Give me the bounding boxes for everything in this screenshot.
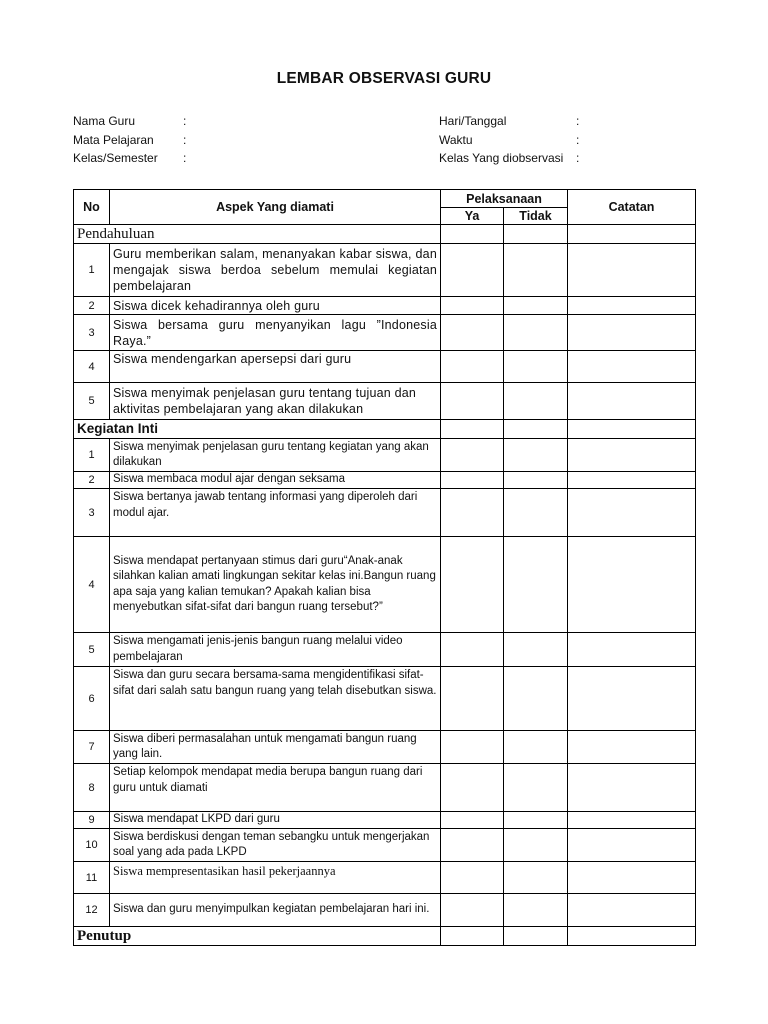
cell-ya [441,812,504,829]
cell-ya [441,297,504,315]
cell-ya [441,315,504,351]
info-label: Mata Pelajaran [73,132,154,147]
cell-tidak [504,812,568,829]
section-label-pendahuluan: Pendahuluan [74,225,441,244]
cell-catatan [568,315,696,351]
cell-catatan [568,383,696,420]
cell-ya [441,829,504,862]
cell-catatan [568,297,696,315]
cell-ya [441,667,504,731]
cell-catatan [568,894,696,927]
header-pelaksanaan: Pelaksanaan [441,190,568,208]
cell-tidak [504,633,568,667]
row-number: 11 [74,862,110,894]
info-colon: : [183,114,187,128]
table-row [74,764,696,812]
row-aspek: Siswa mempresentasikan hasil pekerjaannya [110,862,441,894]
row-number: 5 [74,633,110,667]
info-row-hari-tanggal [439,112,586,131]
cell-tidak [504,297,568,315]
table-row [74,812,696,829]
info-label: Nama Guru [73,114,136,128]
row-number: 2 [74,297,110,315]
row-aspek: Siswa menyimak penjelasan guru tentang tujuan dan aktivitas pembelajaran yang akan dilakukan [110,383,441,420]
cell-ya [441,731,504,764]
row-number: 1 [74,439,110,472]
header-tidak: Tidak [504,208,568,225]
row-number: 5 [74,383,110,420]
row-number: 9 [74,812,110,829]
table-row [74,489,696,537]
table-row [74,731,696,764]
cell-catatan [568,472,696,489]
header-aspek: Aspek Yang diamati [110,190,441,225]
info-label: Waktu [439,132,473,147]
cell-tidak [504,537,568,633]
cell-catatan [568,812,696,829]
table-row [74,351,696,383]
row-aspek: Siswa mengamati jenis-jenis bangun ruang melalui video pembelajaran [110,633,441,667]
row-number: 4 [74,351,110,383]
table-row [74,667,696,731]
table-row [74,244,696,297]
cell-ya [441,894,504,927]
cell-ya [441,383,504,420]
row-aspek: Siswa bersama guru menyanyikan lagu ”Indonesia Raya.” [110,315,441,351]
row-aspek: Siswa mendapat LKPD dari guru [110,812,441,829]
info-colon: : [576,151,580,165]
observation-table [73,189,696,946]
table-row [74,537,696,633]
info-left [73,112,193,168]
info-row-kelas-diobservasi [439,149,586,168]
row-aspek: Setiap kelompok mendapat media berupa bangun ruang dari guru untuk diamati [110,764,441,812]
section-label-penutup: Penutup [74,927,441,946]
info-colon: : [183,132,187,147]
cell-ya [441,225,504,244]
cell-catatan [568,225,696,244]
row-aspek: Guru memberikan salam, menanyakan kabar siswa, dan mengajak siswa berdoa sebelum memulai kegiatan pembelajaran [110,244,441,297]
info-colon: : [576,132,580,147]
row-aspek: Siswa mendengarkan apersepsi dari guru [110,351,441,383]
table-row [74,894,696,927]
info-row-kelas-semester [73,149,193,168]
cell-tidak [504,383,568,420]
cell-tidak [504,489,568,537]
row-number: 6 [74,667,110,731]
cell-catatan [568,829,696,862]
header-no: No [74,190,110,225]
cell-ya [441,927,504,946]
info-row-waktu [439,131,586,150]
section-row-penutup [74,927,696,946]
row-number: 3 [74,315,110,351]
document-title: LEMBAR OBSERVASI GURU [276,70,492,87]
cell-tidak [504,315,568,351]
cell-catatan [568,351,696,383]
cell-catatan [568,244,696,297]
cell-tidak [504,244,568,297]
table-row [74,862,696,894]
row-aspek: Siswa dan guru menyimpulkan kegiatan pembelajaran hari ini. [110,894,441,927]
row-number: 8 [74,764,110,812]
cell-ya [441,351,504,383]
info-colon: : [576,114,580,128]
cell-ya [441,244,504,297]
cell-catatan [568,420,696,439]
cell-ya [441,420,504,439]
info-label: Kelas Yang diobservasi [439,151,564,165]
section-row-pendahuluan [74,225,696,244]
cell-catatan [568,537,696,633]
row-number: 7 [74,731,110,764]
row-number: 1 [74,244,110,297]
info-label: Kelas/Semester [73,151,158,165]
cell-catatan [568,927,696,946]
table-row [74,315,696,351]
section-row-kegiatan-inti [74,420,696,439]
row-number: 4 [74,537,110,633]
cell-tidak [504,927,568,946]
header-catatan: Catatan [568,190,696,225]
row-aspek: Siswa dan guru secara bersama-sama mengidentifikasi sifat-sifat dari salah satu bangun ruang yang telah disebutkan siswa. [110,667,441,731]
cell-ya [441,472,504,489]
info-colon: : [183,151,187,165]
row-aspek: Siswa mendapat pertanyaan stimus dari guru“Anak-anak silahkan kalian amati lingkungan sekitar kelas ini.Bangun ruang apa saja yang kalian temukan? Apakah kalian bisa menyebutkan sifat-sifat dari bangun ruang tersebut?” [110,537,441,633]
section-label-kegiatan-inti: Kegiatan Inti [74,420,441,439]
row-aspek: Siswa menyimak penjelasan guru tentang kegiatan yang akan dilakukan [110,439,441,472]
row-number: 3 [74,489,110,537]
table-row [74,297,696,315]
cell-ya [441,439,504,472]
cell-tidak [504,420,568,439]
cell-catatan [568,667,696,731]
cell-catatan [568,489,696,537]
cell-ya [441,633,504,667]
row-number: 10 [74,829,110,862]
table-row [74,439,696,472]
row-number: 12 [74,894,110,927]
cell-tidak [504,862,568,894]
cell-ya [441,489,504,537]
row-aspek: Siswa bertanya jawab tentang informasi yang diperoleh dari modul ajar. [110,489,441,537]
cell-catatan [568,439,696,472]
cell-ya [441,764,504,812]
cell-tidak [504,829,568,862]
row-aspek: Siswa dicek kehadirannya oleh guru [110,297,441,315]
cell-catatan [568,862,696,894]
info-row-nama-guru [73,112,193,131]
cell-tidak [504,439,568,472]
cell-tidak [504,351,568,383]
table-row [74,472,696,489]
row-aspek: Siswa membaca modul ajar dengan seksama [110,472,441,489]
row-aspek: Siswa berdiskusi dengan teman sebangku untuk mengerjakan soal yang ada pada LKPD [110,829,441,862]
table-row [74,383,696,420]
table-row [74,633,696,667]
cell-ya [441,862,504,894]
cell-catatan [568,633,696,667]
cell-tidak [504,894,568,927]
header-ya: Ya [441,208,504,225]
info-right [439,112,586,168]
row-aspek: Siswa diberi permasalahan untuk mengamati bangun ruang yang lain. [110,731,441,764]
cell-tidak [504,764,568,812]
cell-ya [441,537,504,633]
cell-tidak [504,472,568,489]
cell-tidak [504,667,568,731]
row-number: 2 [74,472,110,489]
info-row-mata-pelajaran [73,131,193,150]
table-row [74,829,696,862]
info-label: Hari/Tanggal [439,114,507,128]
cell-tidak [504,731,568,764]
cell-catatan [568,764,696,812]
cell-catatan [568,731,696,764]
cell-tidak [504,225,568,244]
